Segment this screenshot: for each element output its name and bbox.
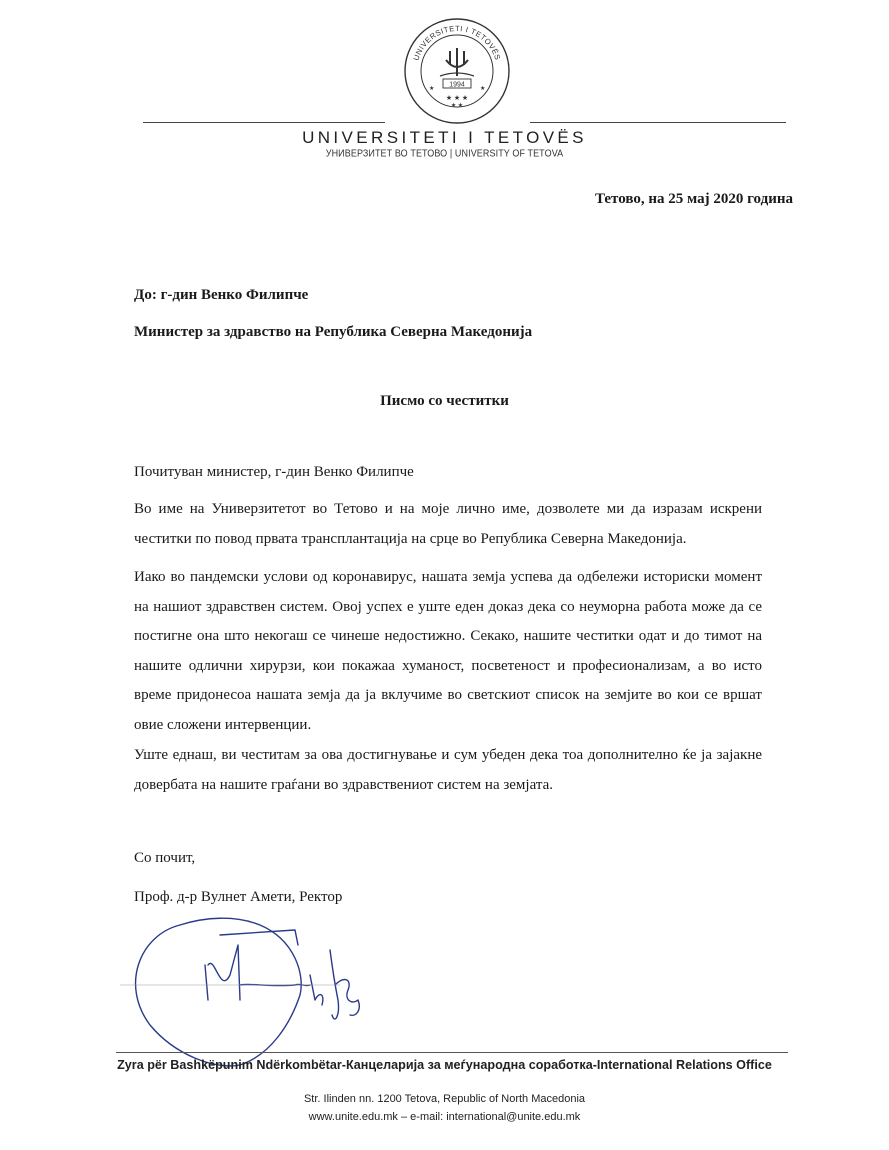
footer-office-name: Zyra për Bashkëpunim Ndërkombëtar-Канцеларија за меѓународна соработка-International Relations Office [117, 1058, 772, 1072]
handwritten-signature [120, 905, 390, 1075]
svg-text:★ ★: ★ ★ [450, 103, 464, 109]
letter-greeting: Почитуван министер, г-дин Венко Филипче [134, 464, 414, 480]
letter-date: Тетово, на 25 мај 2020 година [594, 191, 793, 207]
signer-name: Проф. д-р Вулнет Амети, Ректор [134, 889, 343, 905]
svg-text:★: ★ [429, 86, 435, 92]
university-subtitle: УНИВЕРЗИТЕТ ВО ТЕТОВО | UNIVERSITY OF TETOVA [325, 147, 564, 159]
university-name: UNIVERSITETI I TETOVËS [302, 128, 587, 147]
seal-year: 1994 [449, 81, 465, 89]
header-divider-left [143, 122, 385, 123]
recipient-name: До: г-дин Венко Филипче [134, 287, 309, 303]
header-divider-right [530, 122, 786, 123]
recipient-title: Министер за здравство на Република Северна Македонија [134, 324, 533, 340]
svg-text:★ ★ ★: ★ ★ ★ [445, 94, 469, 102]
footer-address: Str. Ilinden nn. 1200 Tetova, Republic of North Macedonia [303, 1093, 586, 1105]
letter-paragraph: Уште еднаш, ви честитам за ова достигнување и сум убеден дека тоа дополнително ќе ја зајакне довербата на нашите граѓани во здравствениот систем на земјата. [134, 747, 762, 793]
university-seal-logo [402, 16, 512, 126]
letter-closing: Со почит, [134, 850, 196, 866]
footer-contact: www.unite.edu.mk – e-mail: international@unite.edu.mk [308, 1111, 581, 1123]
seal-arc-text: UNIVERSITETI I TETOVËS [411, 23, 503, 62]
letter-paragraph: Во име на Универзитетот во Тетово и на моје лично име, дозволете ми да изразам искрени честитки по повод првата трансплантација на срце во Република Северна Македонија. [134, 501, 762, 547]
letter-subject: Писмо со честитки [380, 393, 509, 409]
letter-paragraph: Иако во пандемски услови од коронавирус, нашата земја успева да одбележи историски момент на нашиот здравствен систем. Овој успех е уште еден доказ дека со неуморна работа може да се постигне она што некогаш се чинеше недостижно. Секако, нашите честитки одат и до тимот на нашите одлични хирурзи, кои покажаа хуманост, посветеност и професионализам, а во исто време придонесоа нашата земја да ја вклучиме во светскиот список на земјите во кои се вршат овие сложени интервенции. [134, 569, 762, 733]
svg-text:★: ★ [480, 86, 486, 92]
footer-divider [116, 1052, 788, 1053]
